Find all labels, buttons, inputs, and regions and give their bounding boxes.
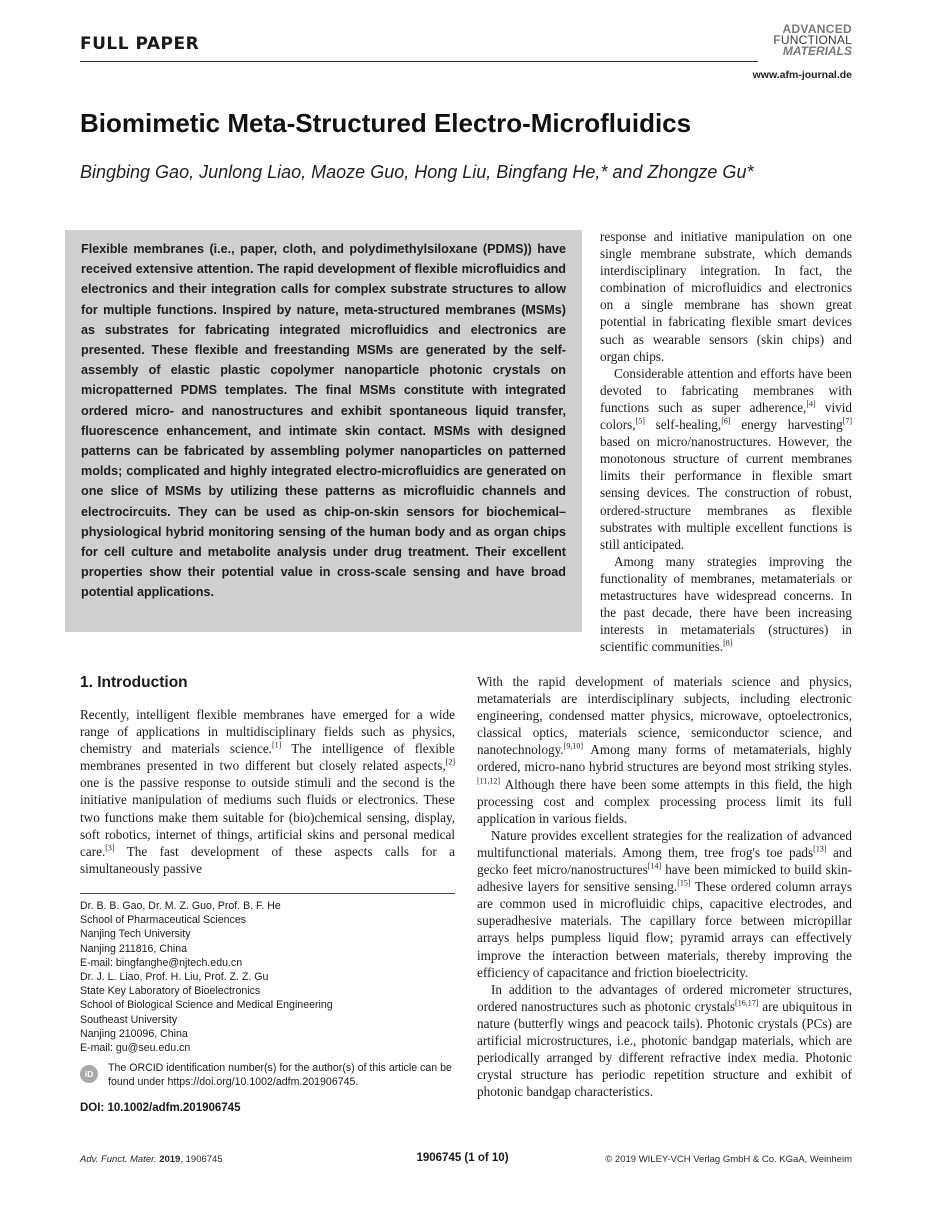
affiliations [80,899,460,1055]
logo-line-1: ADVANCED [782,22,852,36]
affiliation-line: School of Pharmaceutical Sciences [80,914,247,927]
orcid-icon: iD [80,1065,98,1083]
citation[interactable]: [2] [445,757,455,767]
paragraph: Considerable attention and efforts have been devoted to fabricating membranes with functions such as super adherence,[4] vivid colors,[5] self-healing,[6] energy harvesting[7] based on micro/nanostructures. However, the monotonous structure of current membranes limits their performance in flexible smart sensing devices. The construction of robust, ordered-structure membranes as flexible substrates with multiple excellent functions is still anticipated. [600,365,853,552]
citation[interactable]: [9,10] [563,741,583,751]
email-link[interactable]: E-mail: bingfanghe@njtech.edu.cn [80,956,243,969]
affiliation-line: State Key Laboratory of Bioelectronics [80,985,261,998]
email-link[interactable]: E-mail: gu@seu.edu.cn [80,1042,191,1055]
section-heading: 1. Introduction [80,674,188,691]
author-list: Bingbing Gao, Junlong Liao, Maoze Guo, Hong Liu, Bingfang He,* and Zhongze Gu* [80,162,754,182]
article-number: , 1906745 [180,1154,223,1165]
paragraph: response and initiative manipulation on one single membrane substrate, which demands interdisciplinary integration. In fact, the combination of microfluidics and electronics on a single membrane has shown great potential in fabricating flexible smart devices such as wearable sensors (skin chips) and organ chips. [600,229,852,364]
copyright: © 2019 WILEY-VCH Verlag GmbH & Co. KGaA, Weinheim [605,1154,852,1165]
citation[interactable]: [14] [647,861,662,871]
affiliation-line: Nanjing 211816, China [80,942,187,955]
header-rule [80,61,758,62]
footnote-rule [80,893,455,894]
citation[interactable]: [15] [677,878,691,888]
journal-year: 2019 [159,1154,181,1165]
affiliation-line: Dr. J. L. Liao, Prof. H. Liu, Prof. Z. Z. Gu [80,971,269,984]
citation[interactable]: [8] [723,638,733,648]
affiliation-line: School of Biological Science and Medical Engineering [80,999,333,1012]
right-column-bottom [477,673,852,1100]
paragraph: Among many strategies improving the functionality of membranes, metamaterials or metastructures have widespread concerns. In the past decade, there have been increasing interests in metamaterials (structures) in scientific communities.[8] [600,553,852,655]
left-column [80,706,455,877]
journal-url[interactable]: www.afm-journal.de [752,69,852,81]
citation[interactable]: [11,12] [477,776,501,786]
affiliation-line: Nanjing Tech University [80,928,191,941]
citation[interactable]: [3] [105,843,115,853]
logo-line-2: FUNCTIONAL [773,33,852,47]
citation[interactable]: [16,17] [735,998,759,1008]
affiliation-line: Southeast University [80,1013,178,1026]
citation[interactable]: [13] [813,844,827,854]
affiliation-line: Nanjing 210096, China [80,1027,188,1040]
abstract-box [65,230,582,632]
citation[interactable]: [4] [806,399,816,409]
section-label: FULL PAPER [80,34,200,54]
orcid-note[interactable]: The ORCID identification number(s) for the author(s) of this article can be found under https://doi.org/10.1002/adfm.201906745. [108,1062,452,1088]
abstract-text: Flexible membranes (i.e., paper, cloth, and polydimethylsiloxane (PDMS)) have received extensive attention. The rapid development of flexible microfluidics and electronics and their integration calls for complex substrate structures to allow for multiple functions. Inspired by nature, meta-structured membranes (MSMs) as substrates for fabricating integrated microfluidics and electronics are presented. These flexible and freestanding MSMs are generated by the self-assembly of elastic plastic copolymer nanoparticle photonic crystals on micropatterned PDMS templates. The final MSMs constitute with integrated ordered micro- and nanostructures and exhibit spontaneous liquid transfer, fluorescence enhancement, and intimate skin contact. MSMs with designed patterns can be fabricated by assembling polymer nanoparticles on patterned molds; complicated and highly integrated electro-microfluidics are generated on one slice of MSMs by utilizing these patterns as microfluidic channels and electrocircuits. They can be used as chip-on-skin sensors for biochemical–physiological hybrid monitoring sensing of the human body and as organ chips for cell culture and metabolite analysis under drug treatment. Their excellent properties show their potential value in cross-scale sensing and have broad potential applications. [81,242,566,600]
page-number: 1906745 (1 of 10) [416,1152,509,1164]
affiliation-line: Dr. B. B. Gao, Dr. M. Z. Guo, Prof. B. F. He [80,900,281,912]
paragraph: With the rapid development of materials science and physics, metamaterials are interdisciplinary subjects, including electronic engineering, condensed matter physics, microwave, optoelectronics, classical optics, materials science, semiconductor science, and nanotechnology.[9,10] Among many forms of metamaterials, highly ordered, micro-nano hybrid structures are beyond most striking styles.[11,12] Although there have been some attempts in this field, the high processing cost and complex processing process limit its full application in various fields. [477,674,852,826]
citation[interactable]: [1] [271,740,282,750]
right-column-top [600,228,852,655]
footer-citation [80,1154,223,1165]
logo-line-3: MATERIALS [782,44,852,58]
paragraph: In addition to the advantages of ordered micrometer structures, ordered nanostructures such as photonic crystals[16,17] are ubiquitous in nature (butterfly wings and peacock tails). Photonic crystals (PCs) are artificial microstructures, i.e., photonic bandgap materials, which are periodically arranged by different refractive index media. Photonic crystal structure has periodic repetition structure and exhibit of photonic bandgap characteristics. [477,981,852,1100]
citation[interactable]: [7] [842,416,853,426]
paragraph: Recently, intelligent flexible membranes have emerged for a wide range of applications in multidisciplinary fields such as physics, chemistry and materials science.[1] The intelligence of flexible membranes presented in two different but closely related aspects,[2] one is the passive response to outside stimuli and the second is the initiative manipulation of mediums such fluids or electronics. These two functions make them suitable for (bio)chemical sensing, display, soft robotics, internet of things, artificial skins and personal medical care.[3] The fast development of these aspects calls for a simultaneously passive [80,707,455,876]
doi-link[interactable]: DOI: 10.1002/adfm.201906745 [80,1102,241,1114]
journal-logo [752,24,852,57]
citation[interactable]: [5] [635,416,645,426]
paragraph: Nature provides excellent strategies for the realization of advanced multifunctional materials. Among them, tree frog's toe pads[13] and gecko feet micro/nanostructures[14] have been mimicked to build skin-adhesive layers for sensitive sensing.[15] These ordered column arrays are common used in microfluidic chips, capacitive electrodes, and superadhesive materials. The capillary force between micropillar arrays helps pumpless liquid flow; pyramid arrays can effectively improve the interaction between materials, thereby improving the efficiency of capacitance and friction bioelectricity. [477,827,853,980]
journal-abbrev: Adv. Funct. Mater. [80,1154,157,1165]
paper-title: Biomimetic Meta-Structured Electro-Microfluidics [80,108,692,138]
citation[interactable]: [6] [721,416,731,426]
